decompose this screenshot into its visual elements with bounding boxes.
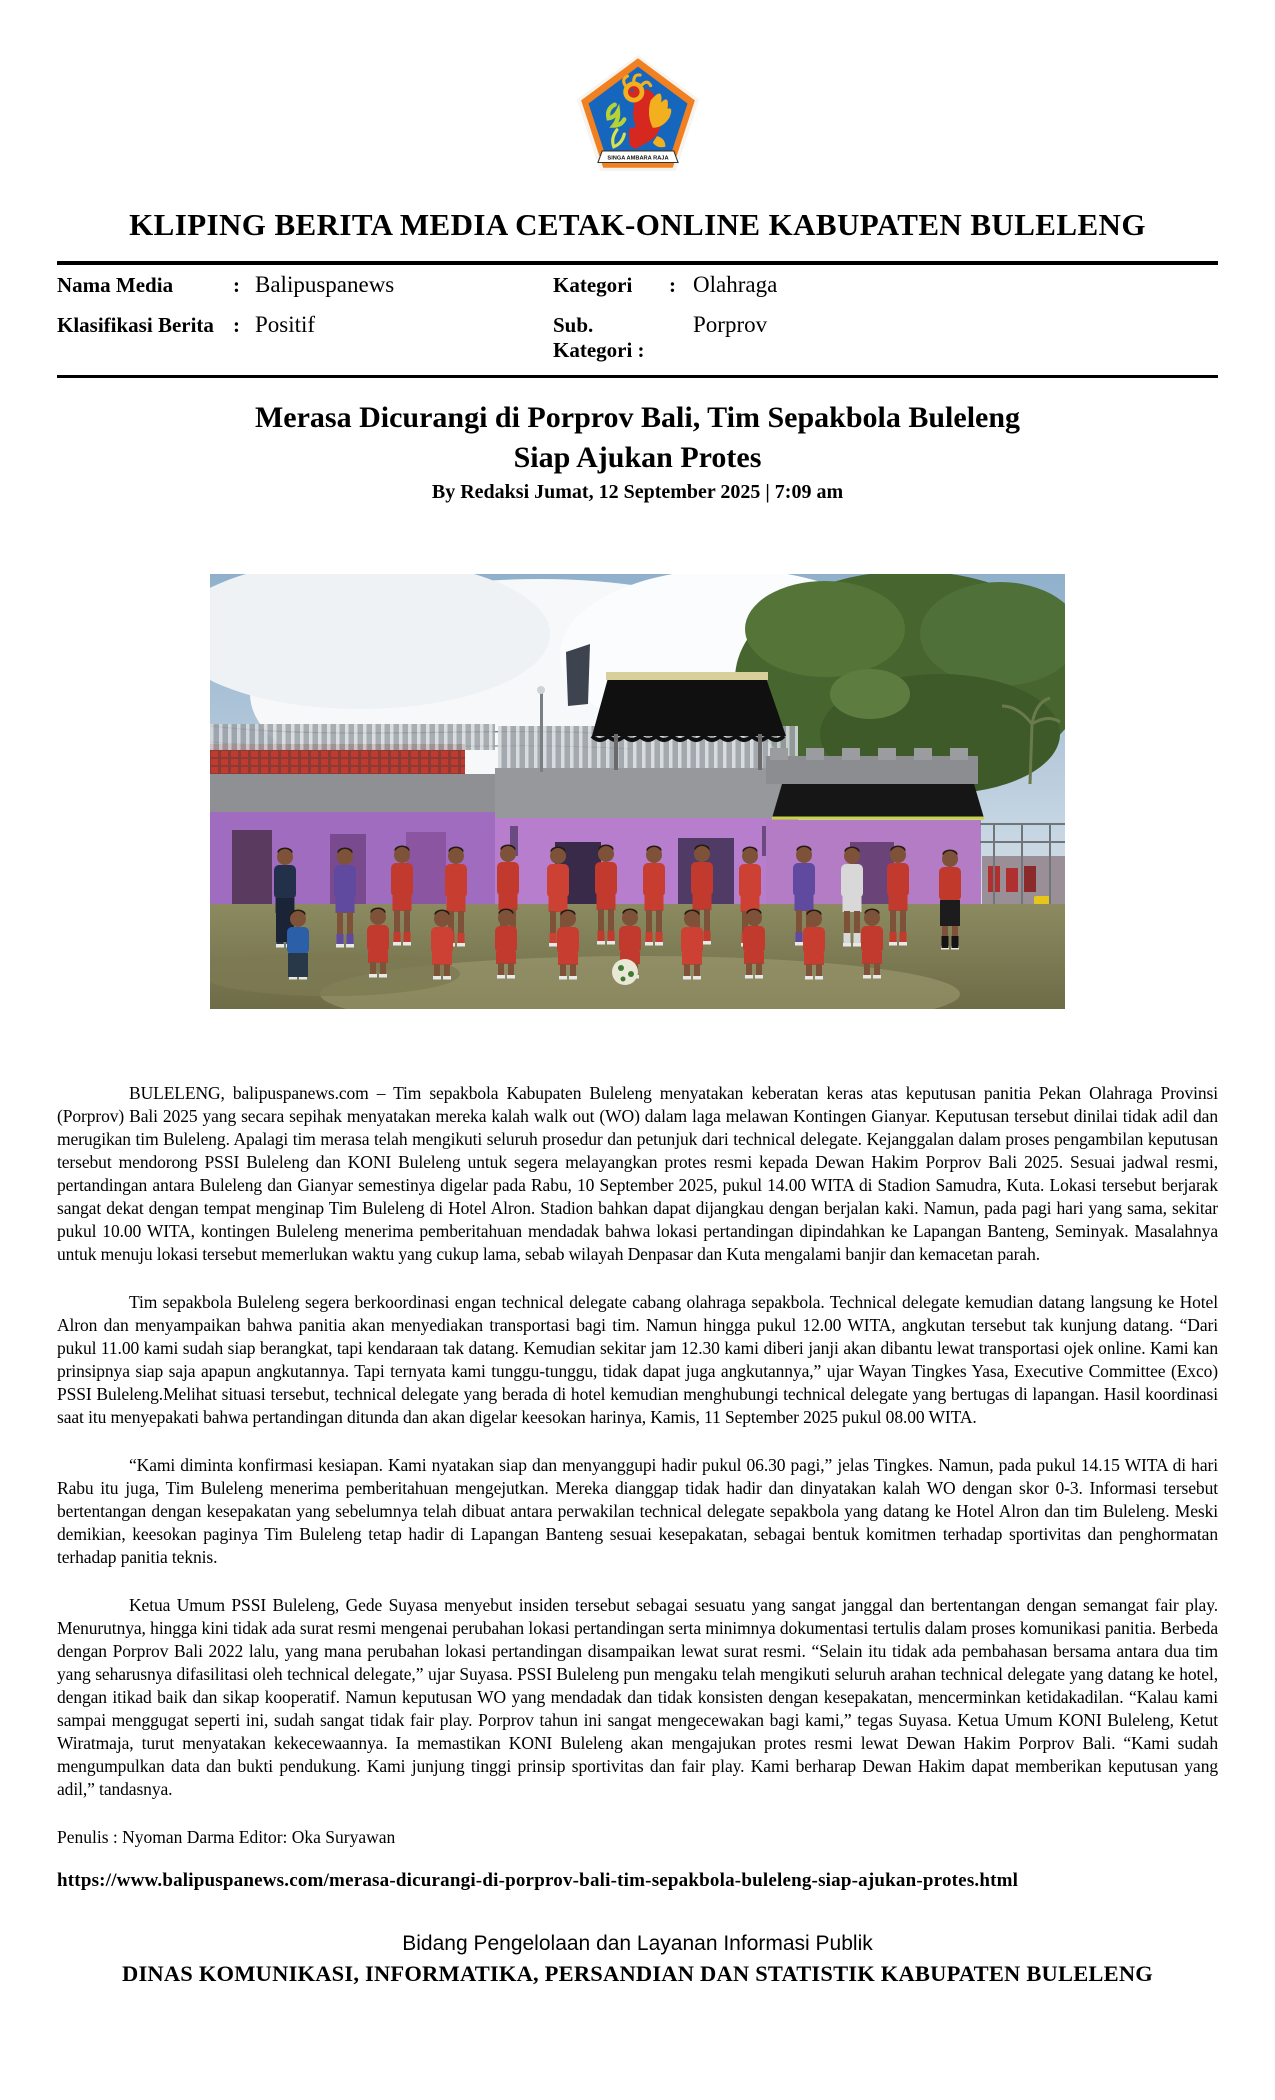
document-footer (57, 1932, 1218, 1987)
team-photo-illustration (210, 574, 1065, 1009)
article-title-line2: Siap Ajukan Protes (513, 441, 762, 474)
meta-value-klasifikasi: Positif (255, 312, 316, 337)
meta-label-nama-media: Nama Media (57, 273, 174, 297)
logo-container (0, 0, 1275, 177)
meta-colon: : (669, 273, 676, 297)
paragraph-4: Ketua Umum PSSI Buleleng, Gede Suyasa menyebut insiden tersebut sebagai sesuatu yang sangat janggal dan bertentangan dengan semangat fair play. Menurutnya, hingga kini tidak ada surat resmi mengenai perubahan lokasi pertandingan serta minimnya dokumentasi tertulis dalam proses komunikasi panitia. Berbeda dengan Porprov Bali 2022 lalu, yang mana perubahan lokasi pertandingan disampaikan lewat surat resmi. “Selain itu tidak ada pembahasan bersama antara dua tim yang seharusnya difasilitasi oleh technical delegate,” ujar Suyasa. PSSI Buleleng pun mengaku telah mengikuti seluruh arahan technical delegate yang datang ke hotel, dengan itikad baik dan sikap kooperatif. Namun keputusan WO yang mendadak dan tidak konsisten dengan kesepakatan, mencerminkan ketidakadilan. “Kalau kami sampai menggugat seperti ini, sudah sangat tidak fair play. Porprov tahun ini sangat mengecewakan bagi kami,” tegas Suyasa. Ketua Umum KONI Buleleng, Ketut Wiratmaja, turut menyatakan kekecewaannya. Ia memastikan KONI Buleleng akan mengajukan protes resmi lewat Dewan Hakim Porprov Bali. “Kami sudah mengumpulkan data dan bukti pendukung. Kami junjung tinggi prinsip sportivitas dan fair play. Kami berharap Dewan Hakim dapat memberikan keputusan yang adil,” tandasnya. (57, 1595, 1218, 1799)
media-meta-table (57, 261, 1218, 378)
meta-value-sub-kategori: Porprov (693, 312, 768, 337)
logo-banner (597, 151, 677, 163)
paragraph-2: Tim sepakbola Buleleng segera berkoordinasi engan technical delegate cabang olahraga sepakbola. Technical delegate kemudian datang langsung ke Hotel Alron dan menyampaikan bahwa panitia akan menyediakan transportasi bagi tim. Namun hingga pukul 12.00 WITA, angkutan tersebut tak kunjung datang. “Dari pukul 11.00 kami sudah siap berangkat, tapi kendaraan tak datang. Kemudian sekitar jam 12.30 kami diberi janji akan dibantu lewat transportasi ojek online. Kami kan prinsipnya siap saja apapun angkutannya. Tapi ternyata kami tunggu-tunggu, tidak dapat juga angkutannya,” ujar Wayan Tingkes Yasa, Executive Committee (Exco) PSSI Buleleng.Melihat situasi tersebut, technical delegate yang berada di hotel kemudian menghubungi technical delegate yang bertugas di lapangan. Hasil koordinasi saat itu menyepakati bahwa pertandingan ditunda dan akan digelar keesokan harinya, Kamis, 11 September 2025 pukul 08.00 WITA. (57, 1292, 1218, 1427)
meta-label-klasifikasi: Klasifikasi Berita (57, 313, 214, 337)
meta-label-kategori: Kategori (553, 273, 633, 297)
kliping-header-title: KLIPING BERITA MEDIA CETAK-ONLINE KABUPATEN BULELENG (129, 207, 1146, 242)
paragraph-3: “Kami diminta konfirmasi kesiapan. Kami nyatakan siap dan menyanggupi hadir pukul 06.30 pagi,” jelas Tingkes. Namun, pada pukul 14.15 WITA di hari Rabu itu juga, Tim Buleleng menerima pemberitahuan mengejutkan. Mereka dianggap tidak hadir dan dinyatakan kalah WO dengan skor 0-3. Informasi tersebut bertentangan dengan kesepakatan yang sebelumnya telah dibuat antara perwakilan technical delegate sepakbola yang datang ke Hotel Alron dan tim Buleleng. Meski demikian, keesokan paginya Tim Buleleng tetap hadir di Lapangan Banteng sesuai kesepakatan, sebagai bentuk komitmen terhadap sportivitas dan penghormatan terhadap panitia teknis. (57, 1455, 1218, 1567)
paragraph-1: BULELENG, balipuspanews.com – Tim sepakbola Kabupaten Buleleng menyatakan keberatan keras atas keputusan panitia Pekan Olahraga Provinsi (Porprov) Bali 2025 yang secara sepihak menyatakan mereka kalah walk out (WO) dalam laga melawan Kontingen Gianyar. Keputusan tersebut dinilai tidak adil dan merugikan tim Buleleng. Apalagi tim merasa telah mengikuti seluruh prosedur dan petunjuk dari technical delegate. Kejanggalan dalam proses pengambilan keputusan tersebut mendorong PSSI Buleleng dan KONI Buleleng untuk segera melayangkan protes resmi kepada Dewan Hakim Porprov Bali 2025. Sesuai jadwal resmi, pertandingan antara Buleleng dan Gianyar semestinya digelar pada Rabu, 10 September 2025, pukul 14.00 WITA di Stadion Samudra, Kuta. Lokasi tersebut berjarak sangat dekat dengan tempat menginap Tim Buleleng di Hotel Alron. Stadion bahkan dapat dijangkau dengan berjalan kaki. Namun, pada pagi hari yang sama, sekitar pukul 10.00 WITA, kontingen Buleleng menerima pemberitahuan mendadak bahwa lokasi pertandingan dipindahkan ke Lapangan Banteng, Seminyak. Masalahnya untuk menuju lokasi tersebut memerlukan waktu yang cukup lama, sebab wilayah Denpasar dan Kuta mengalami banjir dan kemacetan parah. (57, 1083, 1218, 1264)
meta-colon: : (233, 273, 240, 297)
buleleng-coat-of-arms-icon (572, 54, 704, 172)
meta-value-nama-media: Balipuspanews (255, 272, 395, 297)
article-body (57, 1082, 1218, 1801)
svg-text:SINGA AMBARA RAJA: SINGA AMBARA RAJA (606, 155, 669, 162)
meta-label-sub-kategori: Sub. Kategori : (553, 313, 645, 362)
meta-value-kategori: Olahraga (693, 272, 778, 297)
article-byline: By Redaksi Jumat, 12 September 2025 | 7:09 am (431, 481, 844, 503)
article-photo (57, 574, 1218, 1014)
article-title-line1: Merasa Dicurangi di Porprov Bali, Tim Sepakbola Buleleng (254, 401, 1021, 434)
article-title (57, 398, 1218, 478)
author-editor-line: Penulis : Nyoman Darma Editor: Oka Suryawan (57, 1827, 396, 1847)
footer-department-line: Bidang Pengelolaan dan Layanan Informasi Publik (402, 1932, 873, 1955)
meta-colon: : (233, 313, 240, 337)
footer-agency-line: DINAS KOMUNIKASI, INFORMATIKA, PERSANDIAN DAN STATISTIK KABUPATEN BULELENG (122, 1961, 1153, 1986)
article-source-url[interactable]: https://www.balipuspanews.com/merasa-dicurangi-di-porprov-bali-tim-sepakbola-buleleng-siap-ajukan-protes.html (57, 1870, 1019, 1891)
photo-soccer-ball (612, 959, 638, 985)
